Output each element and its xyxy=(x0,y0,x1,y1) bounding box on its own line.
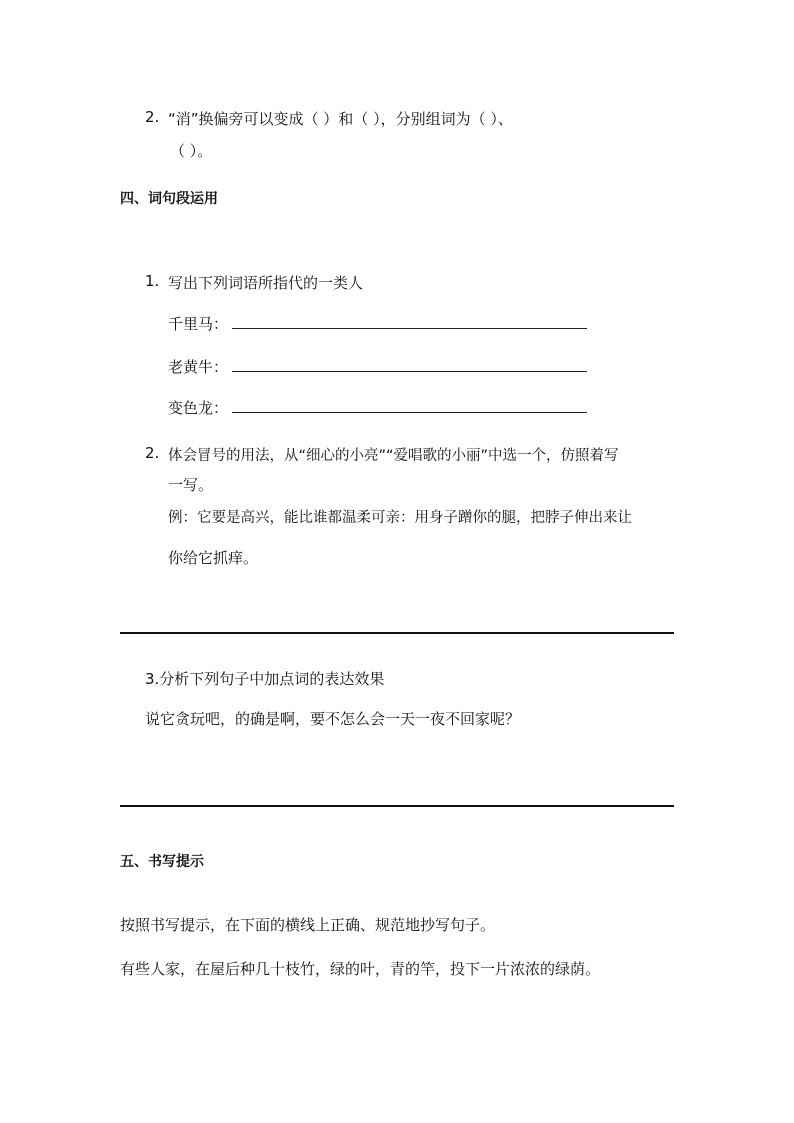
item-label: 变色龙： xyxy=(168,399,229,417)
answer-blank[interactable] xyxy=(232,328,587,329)
s4-q2-line1: 体会冒号的用法，从“细心的小亮”“爱唱歌的小丽”中选一个，仿照着写 xyxy=(168,448,619,464)
s4-q2-example-line2: 你给它抓痒。 xyxy=(168,549,259,567)
s4-q3-text: 3.分析下列句子中加点词的表达效果 xyxy=(145,670,385,688)
q2-top-number: 2. xyxy=(145,108,160,126)
item-label: 老黄牛： xyxy=(168,358,229,376)
s4-q2-number: 2. xyxy=(145,444,160,462)
answer-blank[interactable] xyxy=(232,371,587,372)
section5-instruction: 按照书写提示，在下面的横线上正确、规范地抄写句子。 xyxy=(120,916,496,934)
section5-heading: 五、书写提示 xyxy=(120,854,204,870)
answer-line[interactable] xyxy=(120,632,674,634)
answer-line[interactable] xyxy=(120,805,674,807)
q2-top-line1: “消”换偏旁可以变成（ ）和（ ），分别组词为（ ）、 xyxy=(168,110,513,128)
s4-q2-line2: 一写。 xyxy=(168,476,214,494)
answer-blank[interactable] xyxy=(232,412,587,413)
item-label: 千里马： xyxy=(168,315,229,333)
s4-q1-number: 1. xyxy=(145,272,160,290)
q2-top-line2: （ ）。 xyxy=(170,142,213,160)
section5-sentence: 有些人家，在屋后种几十枝竹，绿的叶，青的竿，投下一片浓浓的绿荫。 xyxy=(120,960,601,978)
section4-heading: 四、词句段运用 xyxy=(120,191,218,207)
s4-q2-example-line1: 例：它要是高兴，能比谁都温柔可亲：用身子蹭你的腿，把脖子伸出来让 xyxy=(168,510,632,526)
s4-q3-sentence: 说它贪玩吧，的确是啊，要不怎么会一天一夜不回家呢？ xyxy=(145,710,521,728)
s4-q1-text: 写出下列词语所指代的一类人 xyxy=(168,274,364,292)
